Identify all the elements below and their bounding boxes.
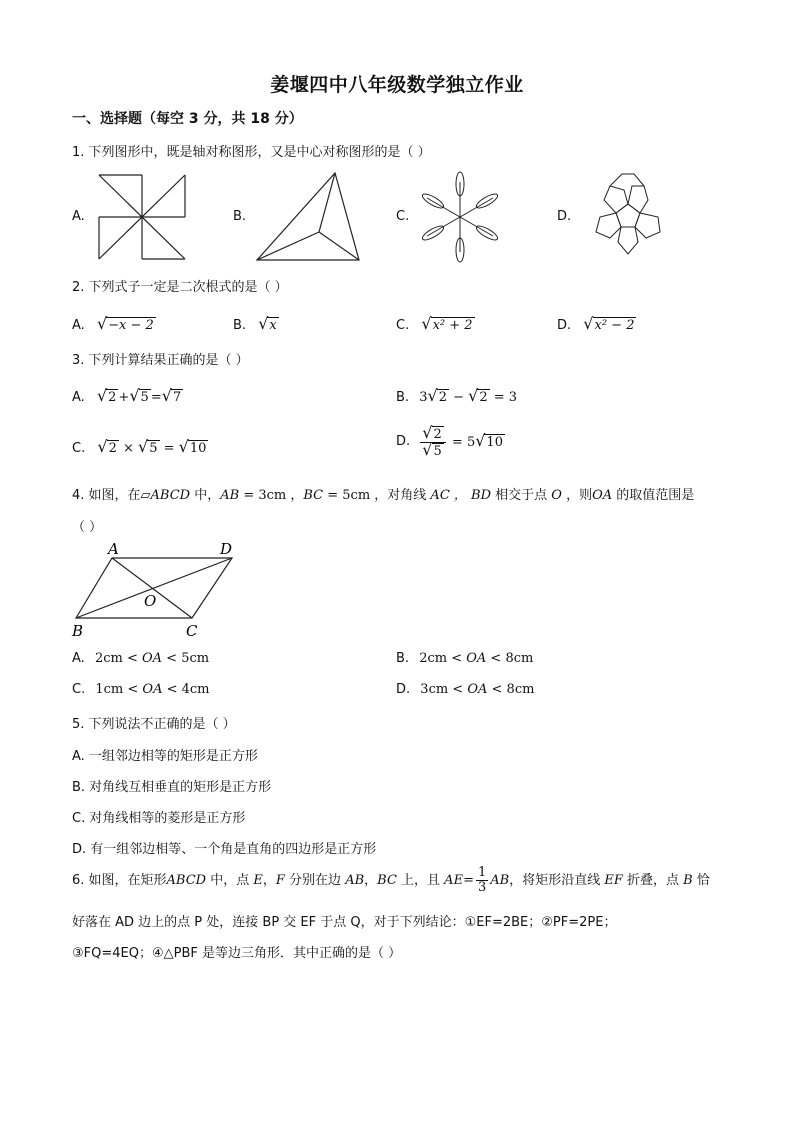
coefficient: 3: [419, 390, 428, 405]
q4-option-c: [72, 682, 210, 697]
q1-figure-b-triangle: [255, 170, 363, 264]
q1-option-d-label: D.: [557, 209, 572, 224]
q3-option-c-label: C.: [72, 441, 86, 456]
result: = 3: [489, 390, 518, 405]
q6-var: F: [275, 873, 285, 888]
radical-icon: √: [421, 314, 432, 333]
fraction-denominator: 3: [477, 880, 487, 895]
q6-text: ，将矩形沿直线: [509, 873, 601, 888]
operator: =: [150, 390, 162, 405]
q2-option-b: [233, 314, 279, 333]
q6-text: 恰: [692, 873, 710, 888]
q2-option-d-expr: x² − 2: [594, 318, 635, 333]
radicand: 5: [140, 390, 149, 405]
q6-text: 6. 如图，在矩形: [72, 873, 167, 888]
radical-icon: √: [427, 386, 438, 405]
q6-var: BC: [377, 873, 397, 888]
operator: ×: [118, 441, 139, 456]
radical-icon: √: [178, 437, 189, 456]
q4-var: AC ，: [426, 488, 467, 503]
q4-label-o: O: [144, 592, 157, 610]
range-var: OA: [466, 651, 487, 666]
range-right: < 5cm: [162, 651, 210, 666]
radicand: 10: [189, 441, 207, 456]
radicand: 7: [172, 390, 182, 405]
q6-var: ABCD: [166, 873, 207, 888]
q5-option-a: A. 一组邻边相等的矩形是正方形: [72, 749, 258, 764]
q2-option-a-expr: −x − 2: [108, 318, 154, 333]
radical-icon: √: [138, 437, 149, 456]
q6-var: B: [679, 873, 693, 888]
q4-option-a: [72, 651, 209, 666]
q4-var: AB: [220, 488, 240, 503]
q6-text: =: [463, 873, 474, 888]
radical-icon: √: [583, 314, 594, 333]
range-left: 2cm <: [94, 651, 142, 666]
radical-icon: √: [161, 386, 172, 405]
range-left: 3cm <: [420, 682, 468, 697]
q5-option-b: B. 对角线互相垂直的矩形是正方形: [72, 780, 272, 795]
radical-icon: √: [422, 440, 433, 459]
q3-option-d: [396, 423, 505, 459]
q6-var: AE: [440, 873, 464, 888]
q4-var: BD: [466, 488, 492, 503]
q1-figure-d-pentagons: [580, 170, 676, 264]
radical-icon: √: [96, 314, 108, 333]
q4-label-a: A: [108, 540, 119, 558]
q1-stem: 1. 下列图形中，既是轴对称图形，又是中心对称图形的是（ ）: [72, 145, 431, 160]
q6-var: AB: [341, 873, 365, 888]
q4-stem-part: = 5cm ，对角线: [323, 488, 427, 503]
section-heading: 一、选择题（每空 3 分，共 18 分）: [72, 111, 303, 127]
q2-option-d-label: D.: [557, 318, 572, 333]
radical-icon: √: [468, 386, 479, 405]
q4-var: OA: [592, 488, 613, 503]
radicand: 5: [433, 444, 442, 459]
q3-option-a-label: A.: [72, 390, 85, 405]
q6-var: EF: [600, 873, 623, 888]
q2-option-a: [72, 314, 156, 333]
q2-option-d: [557, 314, 636, 333]
q4-option-d: [396, 682, 534, 697]
fraction: [476, 866, 488, 895]
radical-icon: √: [129, 386, 140, 405]
q4-stem-part: 中，: [190, 488, 221, 503]
range-right: < 4cm: [162, 682, 210, 697]
q4-option-d-label: D.: [396, 682, 411, 697]
radicand: 2: [479, 390, 488, 405]
range-left: 2cm <: [419, 651, 467, 666]
radical-icon: √: [96, 386, 108, 405]
q4-stem-part: 4. 如图，在▱: [72, 488, 151, 503]
radicand: 2: [108, 441, 117, 456]
radicand: 2: [433, 427, 442, 442]
q4-stem-part: 相交于点: [491, 488, 548, 503]
q1-option-a-label: A.: [72, 209, 85, 224]
page-title: 姜堰四中八年级数学独立作业: [270, 74, 524, 96]
radical-icon: √: [422, 423, 433, 442]
q6-line3: ③FQ=4EQ；④△PBF 是等边三角形．其中正确的是（ ）: [72, 946, 402, 961]
radicand: 2: [108, 390, 117, 405]
q6-text: ，: [262, 873, 276, 888]
operator: +: [118, 390, 130, 405]
q5-option-d: D. 有一组邻边相等、一个角是直角的四边形是正方形: [72, 842, 377, 857]
q3-option-b-label: B.: [396, 390, 410, 405]
q5-option-c: C. 对角线相等的菱形是正方形: [72, 811, 246, 826]
q3-option-b: [396, 386, 517, 405]
q6-var: E: [249, 873, 263, 888]
q1-figure-a-pinwheel: [96, 172, 188, 262]
q4-option-c-label: C.: [72, 682, 86, 697]
operator: −: [448, 390, 469, 405]
q2-stem: 2. 下列式子一定是二次根式的是（ ）: [72, 280, 288, 295]
fraction: [420, 423, 445, 459]
q2-option-c: [396, 314, 475, 333]
result: = 5: [447, 435, 476, 450]
radical-icon: √: [97, 437, 108, 456]
q2-option-c-label: C.: [396, 318, 410, 333]
q1-option-c-label: C.: [396, 209, 410, 224]
range-var: OA: [141, 651, 163, 666]
q2-option-c-expr: x² + 2: [432, 318, 473, 333]
q4-stem-part: ，则: [561, 488, 593, 503]
q1-option-b-label: B.: [233, 209, 247, 224]
q6-line1: [72, 866, 710, 895]
q4-label-b: B: [72, 622, 84, 640]
range-var: OA: [467, 682, 488, 697]
q4-label-c: C: [186, 622, 198, 640]
radicand: 2: [438, 390, 447, 405]
q6-text: 中，点: [206, 873, 250, 888]
q6-text: 上，且: [396, 873, 441, 888]
range-var: OA: [142, 682, 163, 697]
fraction-numerator: 1: [477, 865, 487, 880]
q4-stem: [72, 484, 694, 503]
radicand: 5: [149, 441, 158, 456]
q1-figure-c-petals: [415, 170, 505, 264]
q6-text: 折叠，点: [622, 873, 680, 888]
q3-option-c: [72, 437, 208, 456]
q4-var: BC: [303, 488, 324, 503]
radical-icon: √: [475, 431, 486, 450]
q4-label-d: D: [220, 540, 233, 558]
radicand: 10: [486, 435, 503, 450]
operator: =: [159, 441, 179, 456]
q4-option-b-label: B.: [396, 651, 410, 666]
q4-option-a-label: A.: [72, 651, 85, 666]
q4-var: O: [547, 488, 562, 503]
range-right: < 8cm: [487, 682, 535, 697]
range-left: 1cm <: [95, 682, 143, 697]
q2-option-a-label: A.: [72, 318, 85, 333]
q4-var: ABCD: [150, 488, 191, 503]
q3-option-a: [72, 386, 183, 405]
q3-stem: 3. 下列计算结果正确的是（ ）: [72, 353, 249, 368]
q5-stem: 5. 下列说法不正确的是（ ）: [72, 717, 236, 732]
range-right: < 8cm: [486, 651, 534, 666]
q6-text: 分别在边: [284, 873, 342, 888]
q2-option-b-label: B.: [233, 318, 247, 333]
q4-option-b: [396, 651, 533, 666]
q3-option-d-label: D.: [396, 434, 411, 449]
q2-option-b-expr: x: [269, 318, 277, 333]
q6-line2: 好落在 AD 边上的点 P 处，连接 BP 交 EF 于点 Q，对于下列结论：①EF=2BE；②PF=2PE；: [72, 915, 617, 930]
q6-var: AB: [490, 873, 510, 888]
q4-stem-part: = 3cm ，: [239, 488, 304, 503]
q4-parallelogram-figure: [68, 538, 248, 642]
q4-paren: （ ）: [72, 520, 103, 535]
q6-text: ，: [364, 873, 378, 888]
q4-stem-part: 的取值范围是: [612, 488, 695, 503]
radical-icon: √: [258, 314, 269, 333]
